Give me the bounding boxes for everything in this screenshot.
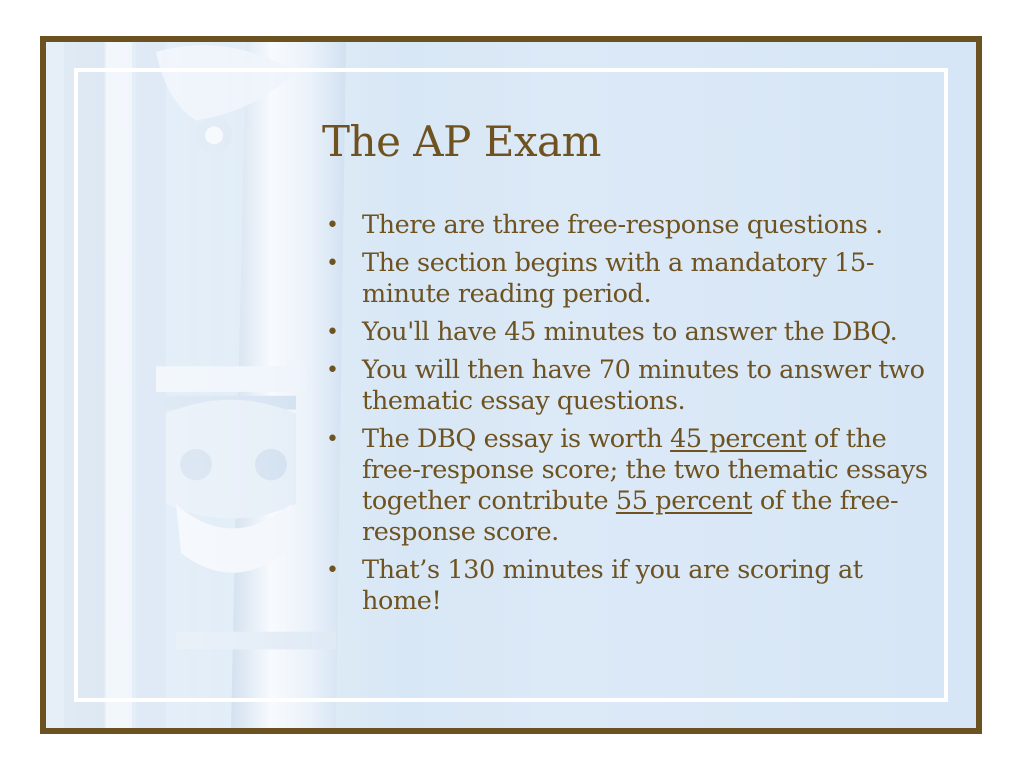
bullet-icon: • [326,558,339,583]
bullet-icon: • [326,251,339,276]
list-item [322,248,932,310]
bullet-text-part: of the free-response score; the two thematic essays together contribute [362,424,928,516]
list-item [322,355,932,417]
bullet-text: You will then have 70 minutes to answer two thematic essay questions. [362,355,925,416]
bullet-list [322,210,932,624]
bullet-icon: • [326,320,339,345]
list-item [322,317,932,348]
bullet-text: That’s 130 minutes if you are scoring at home! [362,555,863,616]
list-item [322,424,932,548]
bullet-text [362,424,928,547]
bullet-text: The section begins with a mandatory 15-minute reading period. [362,248,875,309]
bullet-text-part: The DBQ essay is worth [362,424,671,454]
bullet-icon: • [326,427,339,452]
bullet-text: There are three free-response questions . [362,210,883,240]
bullet-icon: • [326,213,339,238]
bullet-icon: • [326,358,339,383]
slide-frame [40,36,982,734]
underlined-phrase-55-percent: 55 percent [615,486,753,516]
list-item [322,210,932,241]
bullet-text-part: of the free-response score. [362,486,899,547]
list-item [322,555,932,617]
underlined-phrase-45-percent: 45 percent [670,424,807,454]
slide-title: The AP Exam [322,117,601,166]
bullet-text: You'll have 45 minutes to answer the DBQ. [362,317,898,347]
